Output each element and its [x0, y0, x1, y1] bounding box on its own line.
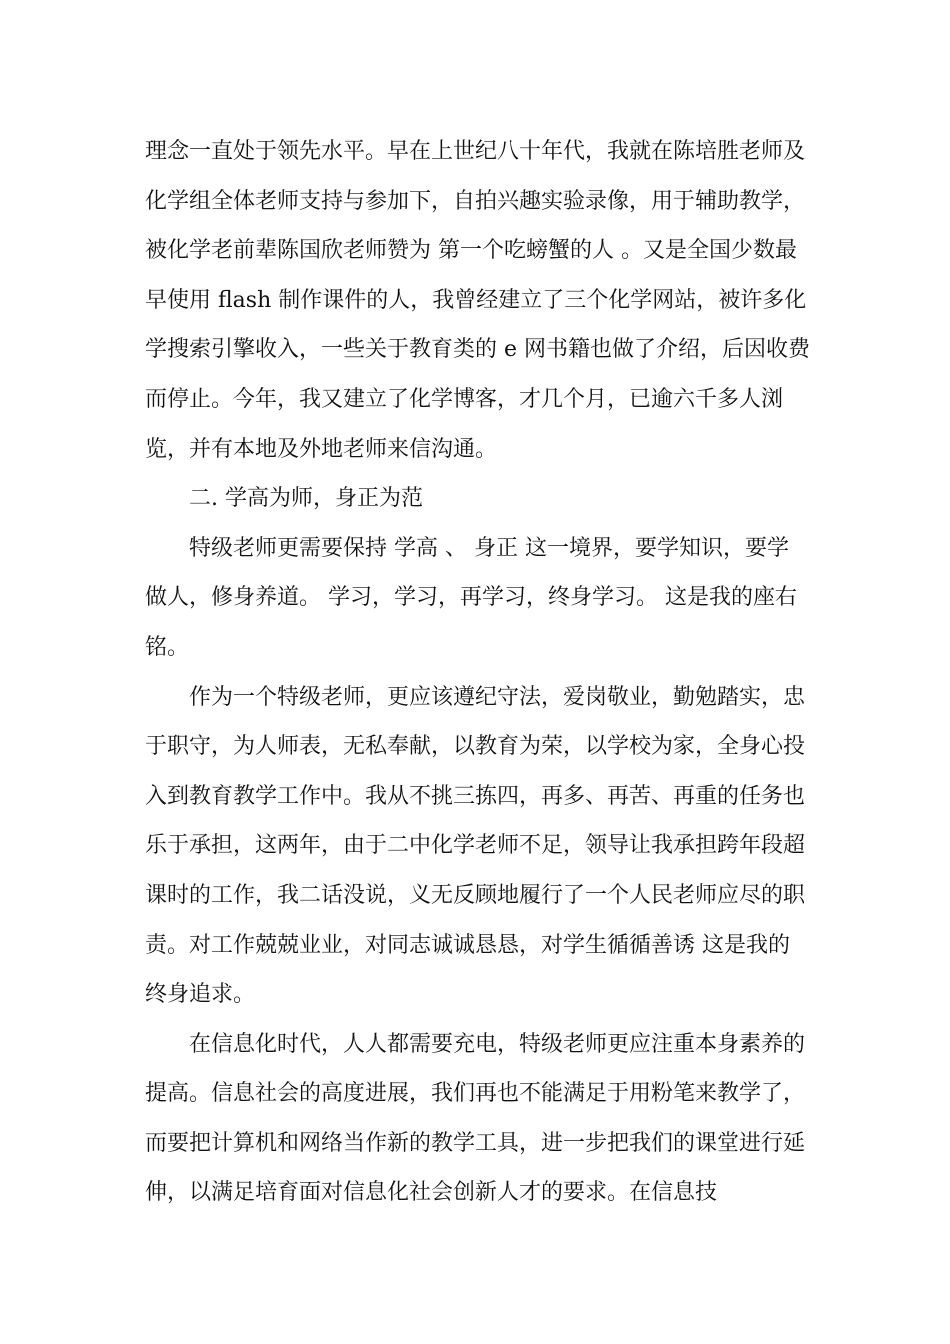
paragraph: 作为一个特级老师，更应该遵纪守法，爱岗敬业，勤勉踏实，忠于职守，为人师表，无私奉献，以教育为荣，以学校为家，全身心投入到教育教学工作中。我从不挑三拣四，再多、再苦、再重的任务也乐于承担，这两年，由于二中化学老师不足，领导让我承担跨年段超课时的工作，我二话没说，义无反顾地履行了一个人民老师应尽的职责。对工作兢兢业业，对同志诚诚恳恳，对学生循循善诱 这是我的终身追求。: [145, 684, 806, 1008]
paragraph: 特级老师更需要保持 学高 、 身正 这一境界，要学知识，要学做人，修身养道。 学习，学习，再学习，终身学习。 这是我的座右铭。: [145, 535, 797, 660]
section-heading: 二. 学高为师，身正为范: [189, 486, 423, 512]
paragraph: 在信息化时代，人人都需要充电，特级老师更应注重本身素养的提高。信息社会的高度进展，我们再也不能满足于用粉笔来教学了，而要把计算机和网络当作新的教学工具，进一步把我们的课堂进行延伸，以满足培育面对信息化社会创新人才的要求。在信息技: [145, 1031, 806, 1206]
document-body: [145, 127, 810, 1218]
paragraph-continuation: 理念一直处于领先水平。早在上世纪八十年代，我就在陈培胜老师及化学组全体老师支持与参加下，自拍兴趣实验录像，用于辅助教学，被化学老前辈陈国欣老师赞为 第一个吃螃蟹的人 。又是全国少数最早使用 flash 制作课件的人，我曾经建立了三个化学网站，被许多化学搜索引擎收入，一些关于教育类的 e 网书籍也做了介绍，后因收费而停止。今年，我又建立了化学博客，才几个月，已逾六千多人浏览，并有本地及外地老师来信沟通。: [145, 139, 811, 462]
